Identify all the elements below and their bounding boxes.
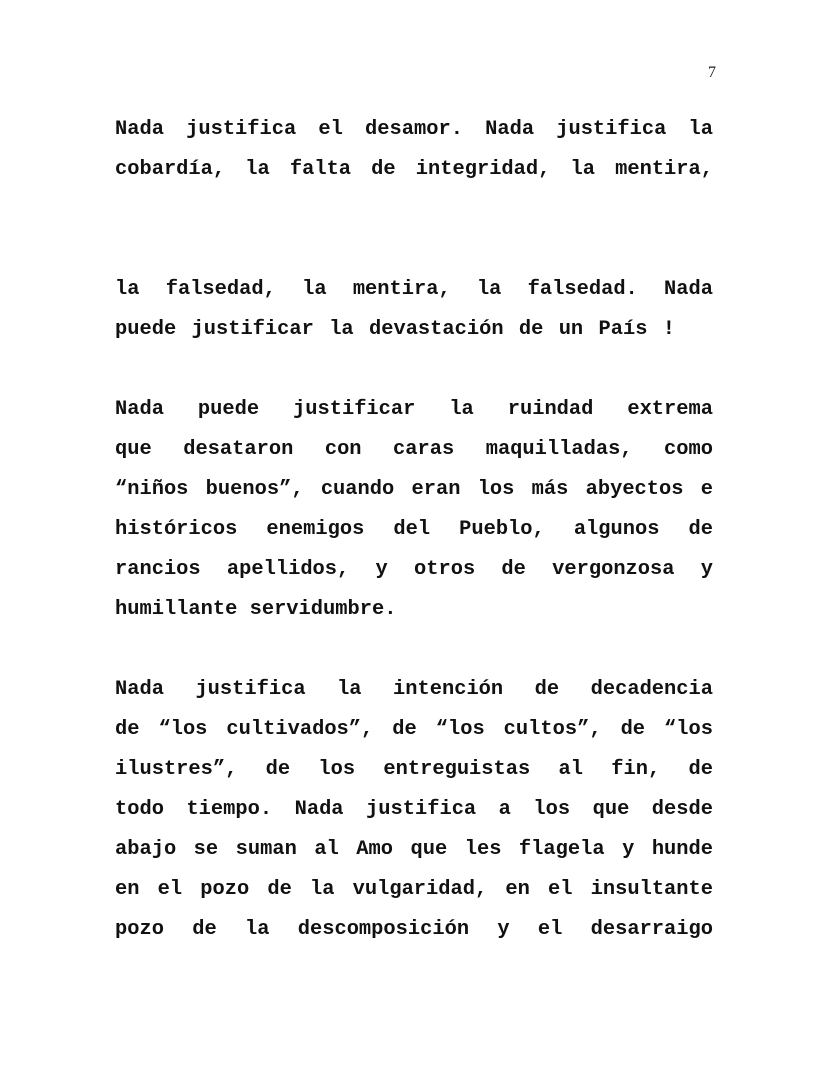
text-line: “niños buenos”, cuando eran los más abyectos e [115, 478, 713, 501]
text-line: pozo de la descomposición y el desarraigo [115, 918, 713, 941]
text-line: cobardía, la falta de integridad, la mentira, [115, 158, 713, 181]
text-line: humillante servidumbre. [115, 598, 397, 621]
text-line: Nada puede justificar la ruindad extrema [115, 398, 713, 421]
text-line: abajo se suman al Amo que les flagela y hunde [115, 838, 713, 861]
text-line: ilustres”, de los entreguistas al fin, de [115, 758, 713, 781]
text-line: Nada justifica el desamor. Nada justifica la [115, 118, 713, 141]
text-line: de “los cultivados”, de “los cultos”, de “los [115, 718, 713, 741]
text-line: puede justificar la devastación de un País ! [115, 318, 675, 341]
text-line: la falsedad, la mentira, la falsedad. Nada [115, 278, 713, 301]
text-line: históricos enemigos del Pueblo, algunos de [115, 518, 713, 541]
text-line: rancios apellidos, y otros de vergonzosa y [115, 558, 713, 581]
text-line: todo tiempo. Nada justifica a los que desde [115, 798, 713, 821]
text-line: Nada justifica la intención de decadencia [115, 678, 713, 701]
text-line: que desataron con caras maquilladas, como [115, 438, 713, 461]
text-line: en el pozo de la vulgaridad, en el insultante [115, 878, 713, 901]
page-number: 7 [708, 64, 716, 81]
